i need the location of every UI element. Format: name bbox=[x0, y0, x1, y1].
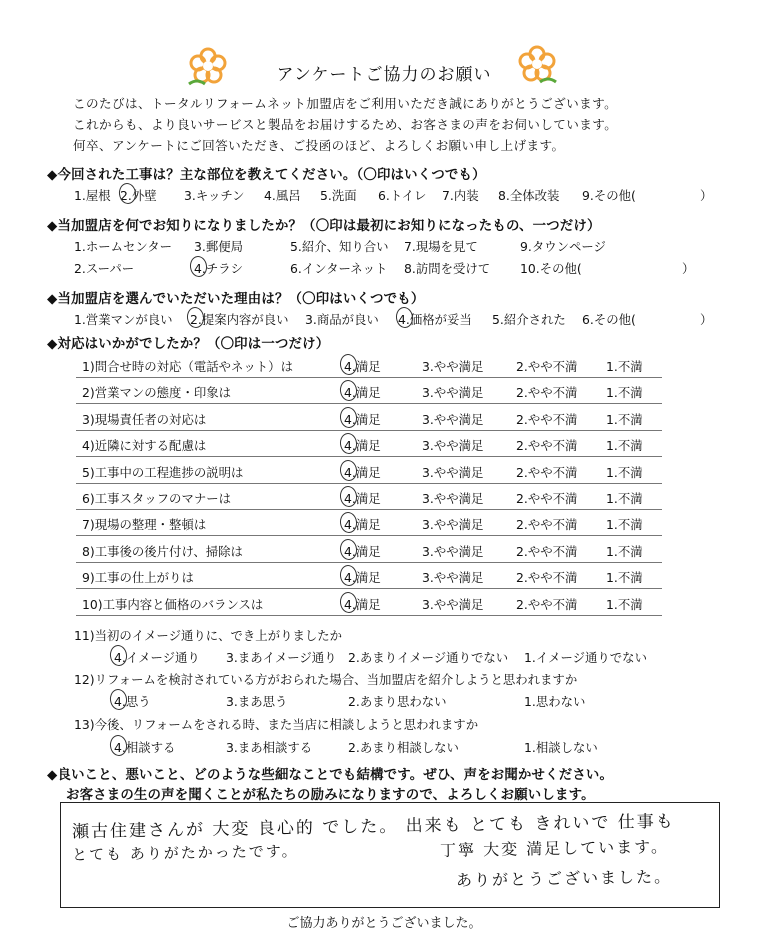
handwritten-comment: 瀬古住建さんが 大変 良心的 でした。 出来も とても きれいで 仕事も bbox=[71, 811, 676, 843]
satisfaction-option[interactable]: 2.やや不満 bbox=[516, 385, 578, 400]
q1-option-close: ） bbox=[700, 188, 713, 203]
satisfaction-option[interactable]: 3.やや満足 bbox=[422, 491, 484, 506]
q1-option[interactable]: 9.その他( bbox=[582, 188, 636, 203]
satisfaction-item-label: 9)工事の仕上がりは bbox=[82, 570, 194, 585]
satisfaction-option[interactable]: 3.やや満足 bbox=[422, 438, 484, 453]
q11-label: 11)当初のイメージ通りに、でき上がりましたか bbox=[74, 628, 343, 643]
satisfaction-option[interactable]: 1.不満 bbox=[606, 438, 643, 453]
q11-option[interactable]: 1.イメージ通りでない bbox=[524, 650, 647, 665]
q3-option[interactable]: 1.営業マンが良い bbox=[74, 312, 173, 327]
satisfaction-option[interactable]: 4.満足 bbox=[344, 491, 381, 506]
q2-option-close: ） bbox=[682, 261, 695, 276]
satisfaction-option[interactable]: 1.不満 bbox=[606, 570, 643, 585]
satisfaction-option[interactable]: 4.満足 bbox=[344, 359, 381, 374]
q4-heading: ◆対応はいかがでしたか？（〇印は一つだけ） bbox=[47, 337, 330, 352]
comments-heading: ◆良いこと、悪いこと、どのような些細なことでも結構です。ぜひ、声をお聞かせください。 bbox=[47, 768, 614, 783]
q12-option[interactable]: 1.思わない bbox=[524, 694, 586, 709]
satisfaction-option[interactable]: 1.不満 bbox=[606, 491, 643, 506]
satisfaction-option[interactable]: 4.満足 bbox=[344, 438, 381, 453]
satisfaction-option[interactable]: 3.やや満足 bbox=[422, 544, 484, 559]
satisfaction-item-label: 7)現場の整理・整頓は bbox=[82, 517, 207, 532]
q2-option[interactable]: 3.郵便局 bbox=[194, 239, 243, 254]
intro-line: このたびは、トータルリフォームネット加盟店をご利用いただき誠にありがとうございます。 bbox=[73, 96, 618, 111]
q3-option[interactable]: 5.紹介された bbox=[492, 312, 566, 327]
handwritten-comment: 丁寧 大変 満足しています。 bbox=[439, 837, 670, 860]
q1-option[interactable]: 2.外壁 bbox=[120, 188, 157, 203]
q2-option[interactable]: 9.タウンページ bbox=[520, 239, 606, 254]
satisfaction-option[interactable]: 3.やや満足 bbox=[422, 359, 484, 374]
satisfaction-option[interactable]: 1.不満 bbox=[606, 359, 643, 374]
row-divider bbox=[76, 456, 662, 457]
satisfaction-item-label: 4)近隣に対する配慮は bbox=[82, 438, 207, 453]
intro-line: 何卒、アンケートにご回答いただき、ご投函のほど、よろしくお願い申し上げます。 bbox=[73, 138, 565, 153]
q13-option[interactable]: 3.まあ相談する bbox=[226, 740, 313, 755]
q1-option[interactable]: 1.屋根 bbox=[74, 188, 111, 203]
q1-option[interactable]: 5.洗面 bbox=[320, 188, 357, 203]
q2-option[interactable]: 1.ホームセンター bbox=[74, 239, 173, 254]
satisfaction-option[interactable]: 2.やや不満 bbox=[516, 544, 578, 559]
q11-option[interactable]: 4.イメージ通り bbox=[114, 650, 200, 665]
row-divider bbox=[76, 615, 662, 616]
row-divider bbox=[76, 403, 662, 404]
q3-option[interactable]: 2.提案内容が良い bbox=[190, 312, 289, 327]
satisfaction-option[interactable]: 1.不満 bbox=[606, 597, 643, 612]
satisfaction-item-label: 2)営業マンの態度・印象は bbox=[82, 385, 232, 400]
q3-option[interactable]: 6.その他( bbox=[582, 312, 636, 327]
satisfaction-option[interactable]: 2.やや不満 bbox=[516, 412, 578, 427]
q2-option[interactable]: 8.訪問を受けて bbox=[404, 261, 491, 276]
page-title: アンケートご協力のお願い bbox=[276, 65, 492, 85]
satisfaction-option[interactable]: 3.やや満足 bbox=[422, 517, 484, 532]
row-divider bbox=[76, 509, 662, 510]
satisfaction-item-label: 3)現場責任者の対応は bbox=[82, 412, 207, 427]
satisfaction-item-label: 10)工事内容と価格のバランスは bbox=[82, 597, 264, 612]
handwritten-comment: ありがとうございました。 bbox=[455, 867, 673, 890]
satisfaction-option[interactable]: 3.やや満足 bbox=[422, 385, 484, 400]
satisfaction-option[interactable]: 4.満足 bbox=[344, 517, 381, 532]
q12-option[interactable]: 3.まあ思う bbox=[226, 694, 288, 709]
satisfaction-item-label: 1)問合せ時の対応（電話やネット）は bbox=[82, 359, 293, 374]
comments-subheading: お客さまの生の声を聞くことが私たちの励みになりますので、よろしくお願いします。 bbox=[66, 788, 595, 803]
satisfaction-item-label: 5)工事中の工程進捗の説明は bbox=[82, 465, 244, 480]
q11-option[interactable]: 3.まあイメージ通り bbox=[226, 650, 337, 665]
satisfaction-option[interactable]: 1.不満 bbox=[606, 517, 643, 532]
q2-heading: ◆当加盟店を何でお知りになりましたか？（〇印は最初にお知りになったもの、一つだけ） bbox=[47, 219, 601, 234]
q13-label: 13)今後、リフォームをされる時、また当店に相談しようと思われますか bbox=[74, 717, 479, 732]
satisfaction-option[interactable]: 3.やや満足 bbox=[422, 412, 484, 427]
row-divider bbox=[76, 588, 662, 589]
satisfaction-option[interactable]: 4.満足 bbox=[344, 570, 381, 585]
q2-option[interactable]: 5.紹介、知り合い bbox=[290, 239, 389, 254]
q12-label: 12)リフォームを検討されている方がおられた場合、当加盟店を紹介しようと思われますか bbox=[74, 672, 578, 687]
row-divider bbox=[76, 377, 662, 378]
satisfaction-option[interactable]: 2.やや不満 bbox=[516, 570, 578, 585]
q2-option[interactable]: 6.インターネット bbox=[290, 261, 388, 276]
handwritten-comment: とても ありがたかったです。 bbox=[71, 842, 299, 864]
satisfaction-option[interactable]: 2.やや不満 bbox=[516, 438, 578, 453]
q12-option[interactable]: 4.思う bbox=[114, 694, 151, 709]
satisfaction-option[interactable]: 2.やや不満 bbox=[516, 517, 578, 532]
row-divider bbox=[76, 430, 662, 431]
q2-option[interactable]: 2.スーパー bbox=[74, 261, 135, 276]
satisfaction-option[interactable]: 4.満足 bbox=[344, 465, 381, 480]
satisfaction-option[interactable]: 4.満足 bbox=[344, 385, 381, 400]
q13-option[interactable]: 2.あまり相談しない bbox=[348, 740, 459, 755]
q3-option-close: ） bbox=[700, 312, 713, 327]
row-divider bbox=[76, 562, 662, 563]
q2-option[interactable]: 4.チラシ bbox=[194, 261, 243, 276]
satisfaction-option[interactable]: 2.やや不満 bbox=[516, 597, 578, 612]
q3-option[interactable]: 3.商品が良い bbox=[305, 312, 379, 327]
satisfaction-option[interactable]: 1.不満 bbox=[606, 385, 643, 400]
q1-option[interactable]: 6.トイレ bbox=[378, 188, 427, 203]
satisfaction-option[interactable]: 1.不満 bbox=[606, 544, 643, 559]
satisfaction-option[interactable]: 1.不満 bbox=[606, 465, 643, 480]
satisfaction-option[interactable]: 2.やや不満 bbox=[516, 465, 578, 480]
satisfaction-option[interactable]: 1.不満 bbox=[606, 412, 643, 427]
satisfaction-option[interactable]: 2.やや不満 bbox=[516, 359, 578, 374]
q3-heading: ◆当加盟店を選んでいただいた理由は？（〇印はいくつでも） bbox=[47, 292, 425, 307]
q2-option[interactable]: 7.現場を見て bbox=[404, 239, 478, 254]
row-divider bbox=[76, 483, 662, 484]
row-divider bbox=[76, 535, 662, 536]
q1-option[interactable]: 7.内装 bbox=[442, 188, 479, 203]
q12-option[interactable]: 2.あまり思わない bbox=[348, 694, 447, 709]
satisfaction-option[interactable]: 3.やや満足 bbox=[422, 465, 484, 480]
q1-heading: ◆今回された工事は？主な部位を教えてください。（〇印はいくつでも） bbox=[47, 168, 486, 183]
footer-thanks: ご協力ありがとうございました。 bbox=[286, 916, 482, 931]
q3-option[interactable]: 4.価格が妥当 bbox=[398, 312, 472, 327]
q11-option[interactable]: 2.あまりイメージ通りでない bbox=[348, 650, 509, 665]
q1-option[interactable]: 3.キッチン bbox=[184, 188, 245, 203]
satisfaction-option[interactable]: 2.やや不満 bbox=[516, 491, 578, 506]
intro-line: これからも、より良いサービスと製品をお届けするため、お客さまの声をお伺いしています。 bbox=[73, 117, 618, 132]
q13-option[interactable]: 4.相談する bbox=[114, 740, 176, 755]
q13-option[interactable]: 1.相談しない bbox=[524, 740, 598, 755]
satisfaction-option[interactable]: 4.満足 bbox=[344, 412, 381, 427]
satisfaction-item-label: 6)工事スタッフのマナーは bbox=[82, 491, 232, 506]
satisfaction-option[interactable]: 4.満足 bbox=[344, 544, 381, 559]
satisfaction-option[interactable]: 3.やや満足 bbox=[422, 597, 484, 612]
satisfaction-item-label: 8)工事後の後片付け、掃除は bbox=[82, 544, 243, 559]
q2-option[interactable]: 10.その他( bbox=[520, 261, 582, 276]
satisfaction-option[interactable]: 4.満足 bbox=[344, 597, 381, 612]
satisfaction-option[interactable]: 3.やや満足 bbox=[422, 570, 484, 585]
q1-option[interactable]: 8.全体改装 bbox=[498, 188, 560, 203]
q1-option[interactable]: 4.風呂 bbox=[264, 188, 301, 203]
